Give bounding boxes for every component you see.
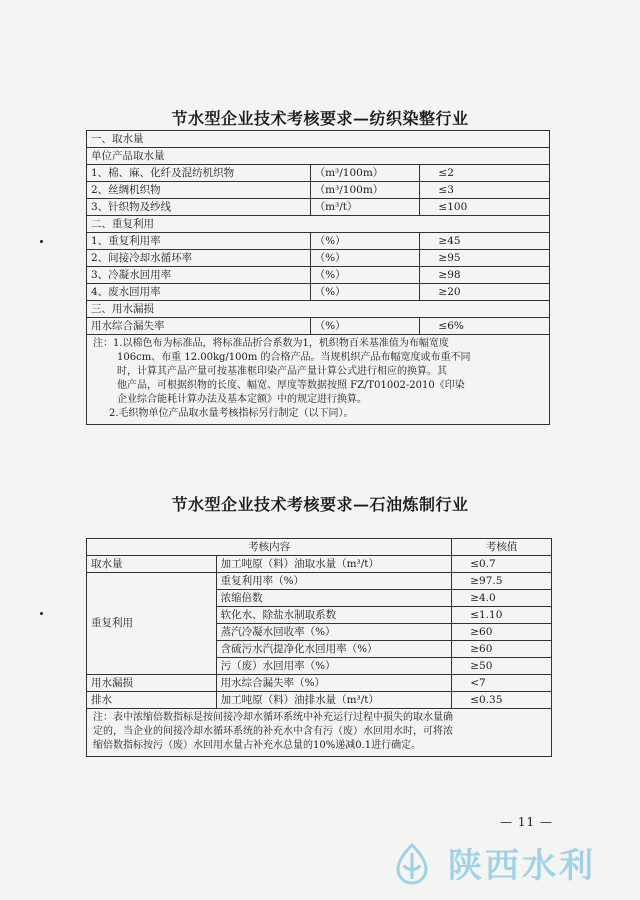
section-heading: 二、重复利用 xyxy=(87,216,550,233)
value-cell: ≥50 xyxy=(452,658,552,675)
category-cell: 排水 xyxy=(87,692,217,709)
doc2-title: 节水型企业技术考核要求—石油炼制行业 xyxy=(171,495,469,514)
binding-hole-mark xyxy=(40,612,43,615)
table-row xyxy=(87,692,552,709)
note-line: 106cm、布重 12.00kg/100m 的合格产品。当规机织产品布幅宽度或布重不同 xyxy=(117,352,471,363)
unit-cell: （m³/100m） xyxy=(310,165,420,182)
table-row xyxy=(87,250,550,267)
item-cell: 重复利用率（%） xyxy=(216,573,452,590)
unit-cell: （%） xyxy=(310,267,420,284)
header-content: 考核内容 xyxy=(87,539,452,556)
note-line: 定的，当企业的间接冷却水循环系统的补充水中含有污（废）水回用水时，可将浓 xyxy=(93,726,453,737)
note-line: 企业综合能耗计算办法及基本定额》中的规定进行换算。 xyxy=(117,394,367,405)
unit-cell: （m³/t） xyxy=(310,199,420,216)
subsection-heading: 单位产品取水量 xyxy=(87,148,550,165)
value-cell: ≥20 xyxy=(420,284,550,301)
note-line: 缩倍数指标按污（废）水回用水量占补充水总量的10%递减0.1进行确定。 xyxy=(93,740,422,751)
item-cell: 3、针织物及纱线 xyxy=(87,199,311,216)
page-number: — 11 — xyxy=(500,815,553,829)
item-cell: 加工吨原（料）油排水量（m³/t） xyxy=(216,692,452,709)
item-cell: 蒸汽冷凝水回收率（%） xyxy=(216,624,452,641)
table-row xyxy=(87,199,550,216)
table-footnote xyxy=(87,709,552,757)
table-row xyxy=(87,675,552,692)
category-cell: 重复利用 xyxy=(87,573,217,675)
value-cell: ≥4.0 xyxy=(452,590,552,607)
item-cell: 3、冷凝水回用率 xyxy=(87,267,311,284)
item-cell: 用水综合漏失率（%） xyxy=(216,675,452,692)
table-row xyxy=(87,556,552,573)
item-cell: 加工吨原（料）油取水量（m³/t） xyxy=(216,556,452,573)
value-cell: ≤100 xyxy=(420,199,550,216)
value-cell: ≥60 xyxy=(452,624,552,641)
value-cell: ≤2 xyxy=(420,165,550,182)
unit-cell: （%） xyxy=(310,233,420,250)
header-value: 考核值 xyxy=(452,539,552,556)
item-cell: 含硫污水汽提净化水回用率（%） xyxy=(216,641,452,658)
item-cell: 1、棉、麻、化纤及混纺机织物 xyxy=(87,165,311,182)
item-cell: 污（废）水回用率（%） xyxy=(216,658,452,675)
table-row xyxy=(87,267,550,284)
value-cell: ≤1.10 xyxy=(452,607,552,624)
petroleum-requirements-table xyxy=(86,538,552,757)
binding-hole-mark xyxy=(40,240,43,243)
unit-cell: （m³/100m） xyxy=(310,182,420,199)
value-cell: ≤6% xyxy=(420,318,550,335)
value-cell: ≥60 xyxy=(452,641,552,658)
note-line: 注：1.以棉色布为标准品，将标准品折合系数为1，机织物百米基准值为布幅宽度 xyxy=(93,338,449,349)
item-cell: 2、丝绸机织物 xyxy=(87,182,311,199)
table-row xyxy=(87,318,550,335)
item-cell: 软化水、除盐水制取系数 xyxy=(216,607,452,624)
watermark-logo xyxy=(388,838,596,887)
doc1-title: 节水型企业技术考核要求—纺织染整行业 xyxy=(171,109,469,128)
table-row xyxy=(87,284,550,301)
item-cell: 1、重复利用率 xyxy=(87,233,311,250)
table-row xyxy=(87,233,550,250)
note-line: 注：表中浓缩倍数指标是按间接冷却水循环系统中补充运行过程中损失的取水量确 xyxy=(93,712,453,723)
unit-cell: （%） xyxy=(310,284,420,301)
unit-cell: （%） xyxy=(310,318,420,335)
value-cell: ≤0.35 xyxy=(452,692,552,709)
table-row xyxy=(87,165,550,182)
item-cell: 2、间接冷却水循环率 xyxy=(87,250,311,267)
category-cell: 取水量 xyxy=(87,556,217,573)
section-heading: 一、取水量 xyxy=(87,131,550,148)
value-cell: ≥95 xyxy=(420,250,550,267)
logo-text: 陕西水利 xyxy=(448,846,596,886)
value-cell: ≥98 xyxy=(420,267,550,284)
note-line: 时，计算其产品产量可按基准框印染产品产量计算公式进行相应的换算。其 xyxy=(117,366,447,377)
note-line: 2.毛织物单位产品取水量考核指标另行制定（以下同）。 xyxy=(109,408,354,419)
value-cell: <7 xyxy=(452,675,552,692)
value-cell: ≤3 xyxy=(420,182,550,199)
category-cell: 用水漏损 xyxy=(87,675,217,692)
item-cell: 浓缩倍数 xyxy=(216,590,452,607)
item-cell: 4、废水回用率 xyxy=(87,284,311,301)
table-footnote xyxy=(87,335,550,425)
value-cell: ≥97.5 xyxy=(452,573,552,590)
note-line: 他产品，可根据织物的长度、幅宽、厚度等数据按照 FZ/T01002-2010《印染 xyxy=(117,380,465,391)
value-cell: ≥45 xyxy=(420,233,550,250)
table-row xyxy=(87,573,552,590)
textile-requirements-table xyxy=(86,130,550,425)
water-drop-logo-icon xyxy=(388,839,436,887)
item-cell: 用水综合漏失率 xyxy=(87,318,311,335)
unit-cell: （%） xyxy=(310,250,420,267)
value-cell: ≤0.7 xyxy=(452,556,552,573)
table-row xyxy=(87,182,550,199)
section-heading: 三、用水漏损 xyxy=(87,301,550,318)
